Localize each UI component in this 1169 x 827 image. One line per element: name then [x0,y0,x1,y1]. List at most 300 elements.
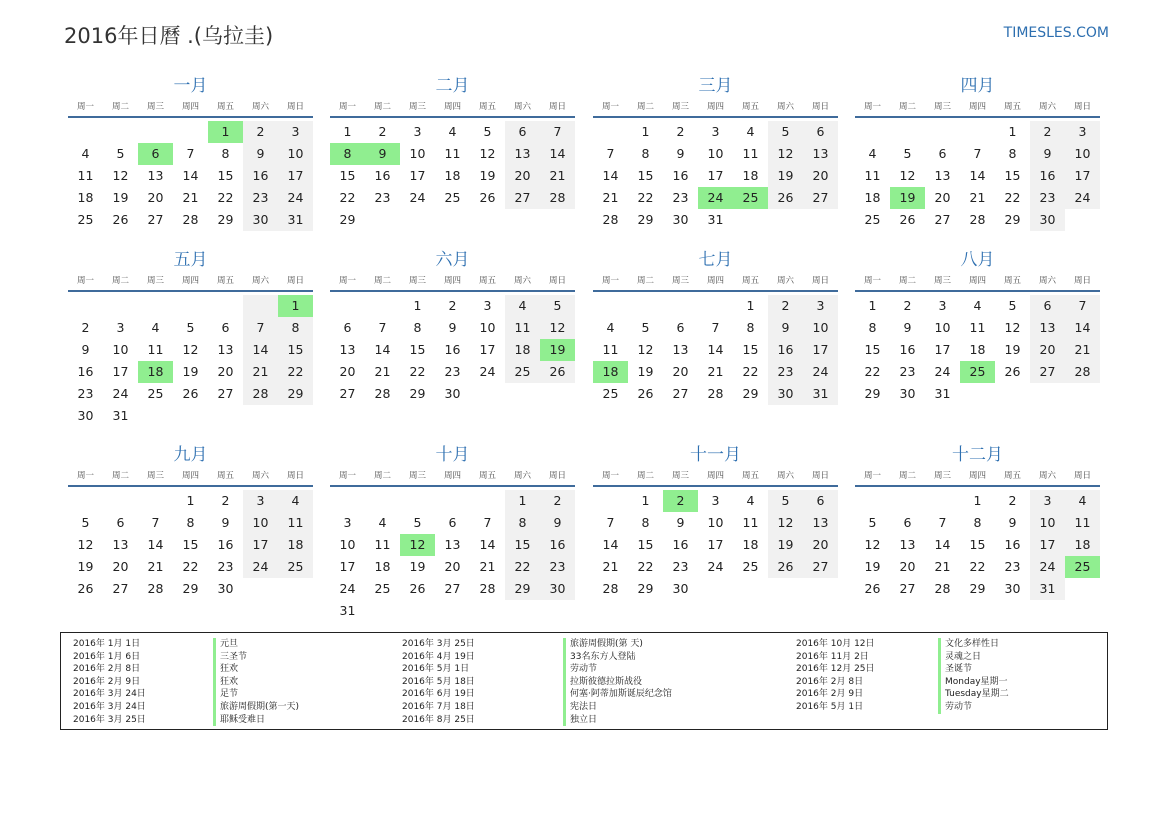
day-cell: 11 [147,342,164,357]
day-cell: 6 [903,515,912,530]
month-block [68,443,313,600]
day-cell: 7 [483,515,492,530]
empty-cell [593,490,628,512]
empty-cell [138,121,173,143]
weekday-label: 周日 [286,471,304,481]
day-cell: 4 [1065,490,1100,512]
day-cell: 20 [934,190,951,205]
day-cell: 28 [243,383,278,405]
day-cell: 31 [1030,578,1065,600]
month-name: 十二月 [952,445,1003,465]
month-block [855,74,1100,231]
day-cell: 26 [637,386,654,401]
day-cell: 16 [899,342,916,357]
weekday-label: 周二 [898,102,916,112]
weekday-label: 周三 [671,276,689,286]
weekday-label: 周五 [1003,471,1021,481]
month-name: 十一月 [690,445,741,465]
day-cell: 26 [77,581,94,596]
day-cell: 30 [444,386,461,401]
empty-cell [435,600,470,622]
day-cell: 23 [899,364,916,379]
day-cell: 28 [540,187,575,209]
day-cell: 10 [934,320,951,335]
day-cell: 28 [707,386,724,401]
weekday-label: 周四 [968,102,986,112]
holiday-date: 2016年 1月 1日 [73,639,141,649]
day-cell: 18 [969,342,986,357]
day-cell: 14 [243,339,278,361]
day-cell: 17 [278,165,313,187]
day-cell: 19 [768,534,803,556]
holiday-name: 足节 [213,688,238,701]
day-cell: 17 [1065,165,1100,187]
day-grid [68,490,313,600]
day-cell: 24 [278,187,313,209]
day-cell: 3 [243,490,278,512]
weekday-label: 周五 [1003,102,1021,112]
day-cell: 30 [672,581,689,596]
holiday-date: 2016年 5月 1日 [796,702,864,712]
empty-cell [960,383,995,405]
day-cell: 13 [147,168,164,183]
day-cell: 4 [746,124,755,139]
weekday-label: 周三 [933,471,951,481]
day-cell: 13 [1030,317,1065,339]
day-cell: 26 [409,581,426,596]
day-cell: 16 [374,168,391,183]
day-cell: 5 [641,320,650,335]
day-cell: 16 [768,339,803,361]
day-cell: 19 [112,190,129,205]
day-cell: 6 [138,143,173,165]
day-cell: 17 [934,342,951,357]
day-cell: 8 [413,320,422,335]
weekday-label: 周五 [478,276,496,286]
day-cell: 4 [151,320,160,335]
holiday-date: 2016年 3月 24日 [73,689,146,700]
weekday-label: 周三 [933,102,951,112]
empty-cell [208,405,243,427]
weekday-header [68,272,313,292]
site-link[interactable]: TIMESLES.COM [1003,25,1109,41]
day-cell: 25 [733,187,768,209]
weekday-label: 周三 [408,102,426,112]
day-cell: 31 [339,603,356,618]
day-cell: 23 [540,556,575,578]
day-cell: 19 [768,165,803,187]
day-cell: 30 [77,408,94,423]
weekday-label: 周三 [146,276,164,286]
weekday-label: 周三 [408,471,426,481]
day-cell: 26 [1004,364,1021,379]
empty-cell [435,209,470,231]
day-cell: 18 [1065,534,1100,556]
month-block [593,248,838,405]
empty-cell [540,209,575,231]
day-cell: 6 [1030,295,1065,317]
day-cell: 3 [278,121,313,143]
weekday-label: 周日 [811,276,829,286]
day-cell: 12 [637,342,654,357]
day-cell: 30 [243,209,278,231]
day-cell: 17 [707,168,724,183]
weekday-label: 周日 [548,102,566,112]
holiday-name: 狂欢 [213,663,238,676]
day-cell: 29 [217,212,234,227]
holiday-date: 2016年 2月 8日 [73,664,141,675]
month-name: 四月 [960,76,995,96]
holiday-name: 劳动节 [563,663,597,676]
day-cell: 6 [505,121,540,143]
day-cell: 11 [505,317,540,339]
empty-cell [1065,209,1100,231]
weekday-label: 周四 [968,471,986,481]
weekday-label: 周二 [111,471,129,481]
holiday-date: 2016年 4月 19日 [402,651,475,662]
weekday-label: 周五 [1003,276,1021,286]
day-cell: 27 [444,581,461,596]
day-cell: 5 [1008,298,1017,313]
day-cell: 22 [637,190,654,205]
day-cell: 21 [540,165,575,187]
weekday-label: 周六 [1038,102,1056,112]
weekday-header [593,98,838,118]
day-cell: 28 [147,581,164,596]
month-block [330,443,575,622]
day-cell: 17 [243,534,278,556]
day-cell: 6 [221,320,230,335]
day-cell: 23 [374,190,391,205]
day-cell: 11 [742,146,759,161]
day-cell: 4 [448,124,457,139]
day-cell: 16 [672,537,689,552]
day-cell: 18 [374,559,391,574]
holiday-date: 2016年 12月 25日 [796,664,875,675]
day-cell: 4 [505,295,540,317]
day-cell: 23 [672,190,689,205]
day-cell: 2 [1008,493,1017,508]
day-cell: 5 [186,320,195,335]
empty-cell [960,121,995,143]
day-cell: 1 [413,298,422,313]
holiday-name: 独立日 [563,714,597,727]
weekday-header [330,467,575,487]
holiday-date: 2016年 5月 18日 [402,676,475,687]
day-cell: 23 [217,559,234,574]
day-cell: 5 [868,515,877,530]
empty-cell [365,490,400,512]
weekday-label: 周四 [443,276,461,286]
day-cell: 21 [707,364,724,379]
weekday-header [330,98,575,118]
day-cell: 19 [890,187,925,209]
day-cell: 13 [899,537,916,552]
holiday-name: 灵魂之日 [938,651,981,664]
day-cell: 2 [221,493,230,508]
day-cell: 28 [1065,361,1100,383]
empty-cell [505,209,540,231]
empty-cell [768,209,803,231]
holiday-name: 三圣节 [213,651,247,664]
holiday-name: Monday星期一 [938,676,1008,689]
day-cell: 27 [803,556,838,578]
day-cell: 24 [409,190,426,205]
day-cell: 11 [444,146,461,161]
empty-cell [890,121,925,143]
day-cell: 8 [1008,146,1017,161]
empty-cell [663,295,698,317]
day-cell: 20 [505,165,540,187]
empty-cell [365,600,400,622]
empty-cell [173,295,208,317]
empty-cell [400,209,435,231]
day-cell: 14 [540,143,575,165]
page-title: 2016年日曆 .(乌拉圭) [64,24,274,48]
day-cell: 25 [742,559,759,574]
weekday-label: 周日 [811,102,829,112]
day-cell: 27 [1030,361,1065,383]
day-cell: 20 [899,559,916,574]
day-cell: 9 [540,512,575,534]
day-cell: 18 [505,339,540,361]
day-cell: 4 [606,320,615,335]
weekday-label: 周二 [373,471,391,481]
empty-cell [995,383,1030,405]
day-cell: 22 [182,559,199,574]
day-cell: 9 [221,515,230,530]
day-cell: 7 [378,320,387,335]
day-cell: 13 [444,537,461,552]
weekday-label: 周一 [338,102,356,112]
empty-cell [698,295,733,317]
holiday-date: 2016年 3月 25日 [402,639,475,649]
day-cell: 5 [540,295,575,317]
empty-cell [505,600,540,622]
day-cell: 18 [742,168,759,183]
month-name: 一月 [173,76,208,96]
day-cell: 18 [742,537,759,552]
day-cell: 28 [374,386,391,401]
weekday-label: 周一 [76,471,94,481]
day-cell: 8 [330,143,365,165]
day-cell: 28 [602,581,619,596]
day-cell: 1 [505,490,540,512]
day-cell: 26 [182,386,199,401]
day-cell: 16 [77,364,94,379]
empty-cell [173,405,208,427]
day-cell: 30 [1030,209,1065,231]
weekday-label: 周四 [706,471,724,481]
empty-cell [540,600,575,622]
weekday-label: 周一 [601,102,619,112]
weekday-label: 周四 [706,276,724,286]
empty-cell [925,490,960,512]
empty-cell [208,295,243,317]
day-cell: 7 [606,146,615,161]
day-cell: 1 [343,124,352,139]
weekday-label: 周六 [776,471,794,481]
day-cell: 3 [483,298,492,313]
day-cell: 2 [81,320,90,335]
day-cell: 4 [973,298,982,313]
empty-cell [768,578,803,600]
day-cell: 26 [479,190,496,205]
day-cell: 26 [899,212,916,227]
day-cell: 1 [186,493,195,508]
day-cell: 14 [602,168,619,183]
day-cell: 11 [1065,512,1100,534]
weekday-label: 周六 [251,276,269,286]
weekday-label: 周日 [811,471,829,481]
empty-cell [103,121,138,143]
day-cell: 3 [711,124,720,139]
day-cell: 24 [112,386,129,401]
day-cell: 19 [409,559,426,574]
empty-cell [103,490,138,512]
holiday-date: 2016年 10月 12日 [796,639,875,649]
weekday-label: 周日 [548,471,566,481]
weekday-label: 周二 [636,471,654,481]
day-cell: 20 [803,534,838,556]
day-cell: 5 [768,121,803,143]
weekday-label: 周四 [443,102,461,112]
day-cell: 8 [221,146,230,161]
day-cell: 24 [934,364,951,379]
weekday-label: 周一 [601,471,619,481]
weekday-label: 周三 [146,471,164,481]
weekday-label: 周六 [513,102,531,112]
day-cell: 4 [378,515,387,530]
weekday-header [68,98,313,118]
day-cell: 16 [672,168,689,183]
holiday-name: 劳动节 [938,701,972,714]
day-cell: 17 [803,339,838,361]
day-cell: 4 [278,490,313,512]
day-cell: 25 [505,361,540,383]
weekday-label: 周日 [1073,276,1091,286]
day-cell: 15 [969,537,986,552]
day-cell: 10 [707,515,724,530]
day-cell: 7 [973,146,982,161]
weekday-header [593,272,838,292]
day-cell: 8 [505,512,540,534]
day-cell: 18 [138,361,173,383]
day-cell: 13 [112,537,129,552]
day-cell: 20 [672,364,689,379]
day-cell: 14 [1065,317,1100,339]
day-cell: 15 [505,534,540,556]
day-grid [68,121,313,231]
day-cell: 2 [243,121,278,143]
month-block [593,443,838,600]
month-name: 七月 [698,250,733,270]
empty-cell [103,295,138,317]
month-block [855,248,1100,405]
weekday-label: 周二 [636,102,654,112]
day-cell: 1 [278,295,313,317]
weekday-label: 周日 [286,102,304,112]
day-cell: 13 [505,143,540,165]
empty-cell [1030,383,1065,405]
day-grid [855,490,1100,600]
day-cell: 26 [864,581,881,596]
day-cell: 9 [768,317,803,339]
day-cell: 1 [746,298,755,313]
month-block [855,443,1100,600]
day-cell: 14 [602,537,619,552]
day-cell: 22 [339,190,356,205]
month-block [330,74,575,231]
day-cell: 13 [803,512,838,534]
weekday-label: 周三 [408,276,426,286]
empty-cell [925,121,960,143]
empty-cell [138,295,173,317]
day-cell: 21 [147,559,164,574]
day-cell: 29 [278,383,313,405]
weekday-label: 周六 [776,102,794,112]
weekday-label: 周三 [146,102,164,112]
day-cell: 19 [1004,342,1021,357]
weekday-label: 周日 [286,276,304,286]
day-cell: 20 [339,364,356,379]
day-cell: 24 [339,581,356,596]
day-cell: 6 [803,490,838,512]
day-cell: 19 [540,339,575,361]
day-cell: 24 [698,187,733,209]
day-cell: 17 [1030,534,1065,556]
day-cell: 3 [711,493,720,508]
day-cell: 24 [243,556,278,578]
day-cell: 7 [151,515,160,530]
day-cell: 23 [672,559,689,574]
day-cell: 12 [1004,320,1021,335]
month-name: 九月 [173,445,208,465]
weekday-label: 周六 [1038,471,1056,481]
empty-cell [803,578,838,600]
weekday-label: 周三 [671,102,689,112]
day-cell: 7 [540,121,575,143]
holiday-name: 元旦 [213,638,238,651]
day-cell: 31 [803,383,838,405]
weekday-label: 周四 [181,102,199,112]
day-cell: 2 [663,490,698,512]
day-cell: 11 [864,168,881,183]
day-cell: 6 [116,515,125,530]
day-cell: 5 [116,146,125,161]
day-cell: 30 [1004,581,1021,596]
day-cell: 29 [505,578,540,600]
day-cell: 1 [641,124,650,139]
day-cell: 27 [339,386,356,401]
holiday-date: 2016年 1月 6日 [73,651,141,662]
weekday-label: 周五 [478,471,496,481]
day-cell: 5 [483,124,492,139]
weekday-label: 周四 [181,471,199,481]
empty-cell [243,295,278,317]
day-cell: 24 [1030,556,1065,578]
day-cell: 20 [217,364,234,379]
day-cell: 15 [864,342,881,357]
day-cell: 9 [243,143,278,165]
day-cell: 9 [676,515,685,530]
day-cell: 17 [707,537,724,552]
day-cell: 22 [409,364,426,379]
empty-cell [278,405,313,427]
day-cell: 11 [969,320,986,335]
day-cell: 31 [112,408,129,423]
day-cell: 9 [1030,143,1065,165]
